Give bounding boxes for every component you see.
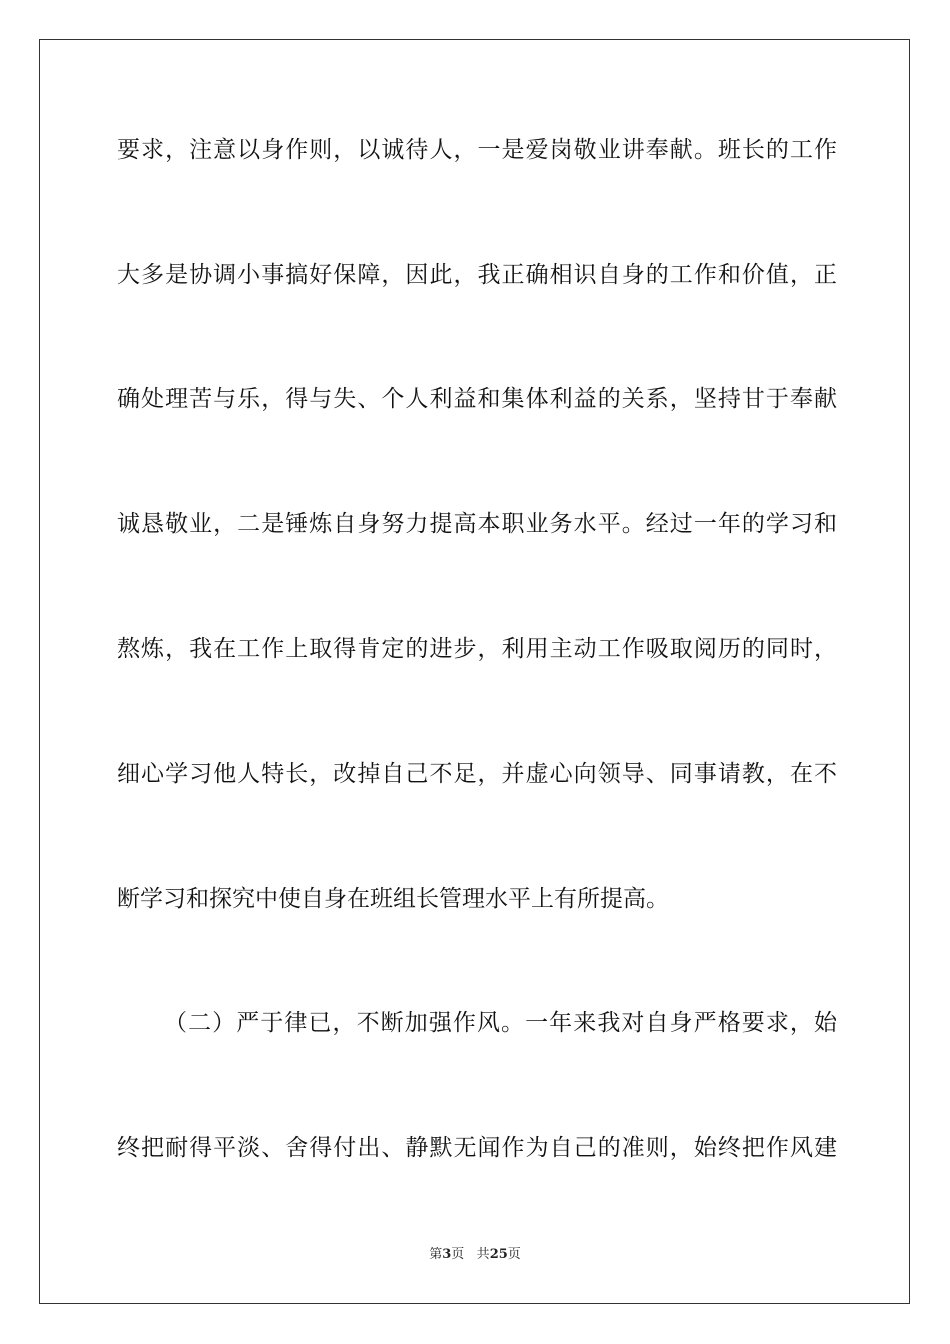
body-line-7: 断学习和探究中使自身在班组长管理水平上有所提高。 — [117, 886, 669, 912]
body-line-6: 细心学习他人特长，改掉自己不足，并虚心向领导、同事请教，在不 — [117, 761, 837, 787]
body-line-4: 诚恳敬业，二是锤炼自身努力提高本职业务水平。经过一年的学习和 — [117, 511, 837, 537]
page-prefix: 第 — [429, 1247, 443, 1262]
body-line-9: 终把耐得平淡、舍得付出、静默无闻作为自己的准则，始终把作风建 — [117, 1135, 837, 1161]
page-number: 3 — [442, 1247, 452, 1262]
body-line-5: 熬炼，我在工作上取得肯定的进步，利用主动工作吸取阅历的同时， — [117, 636, 837, 662]
total-suffix: 页 — [507, 1247, 521, 1262]
body-line-1: 要求，注意以身作则，以诚待人，一是爱岗敬业讲奉献。班长的工作 — [117, 137, 837, 163]
body-line-2: 大多是协调小事搞好保障，因此，我正确相识自身的工作和价值，正 — [117, 262, 837, 288]
body-line-3: 确处理苦与乐，得与失、个人利益和集体利益的关系，坚持甘于奉献 — [117, 386, 837, 412]
page-footer — [0, 1246, 950, 1264]
total-prefix: 共 — [476, 1247, 490, 1262]
page-suffix: 页 — [451, 1247, 465, 1262]
body-line-8: （二）严于律已，不断加强作风。一年来我对自身严格要求，始 — [164, 1010, 837, 1036]
total-pages: 25 — [489, 1247, 508, 1262]
page-border — [39, 39, 910, 1304]
